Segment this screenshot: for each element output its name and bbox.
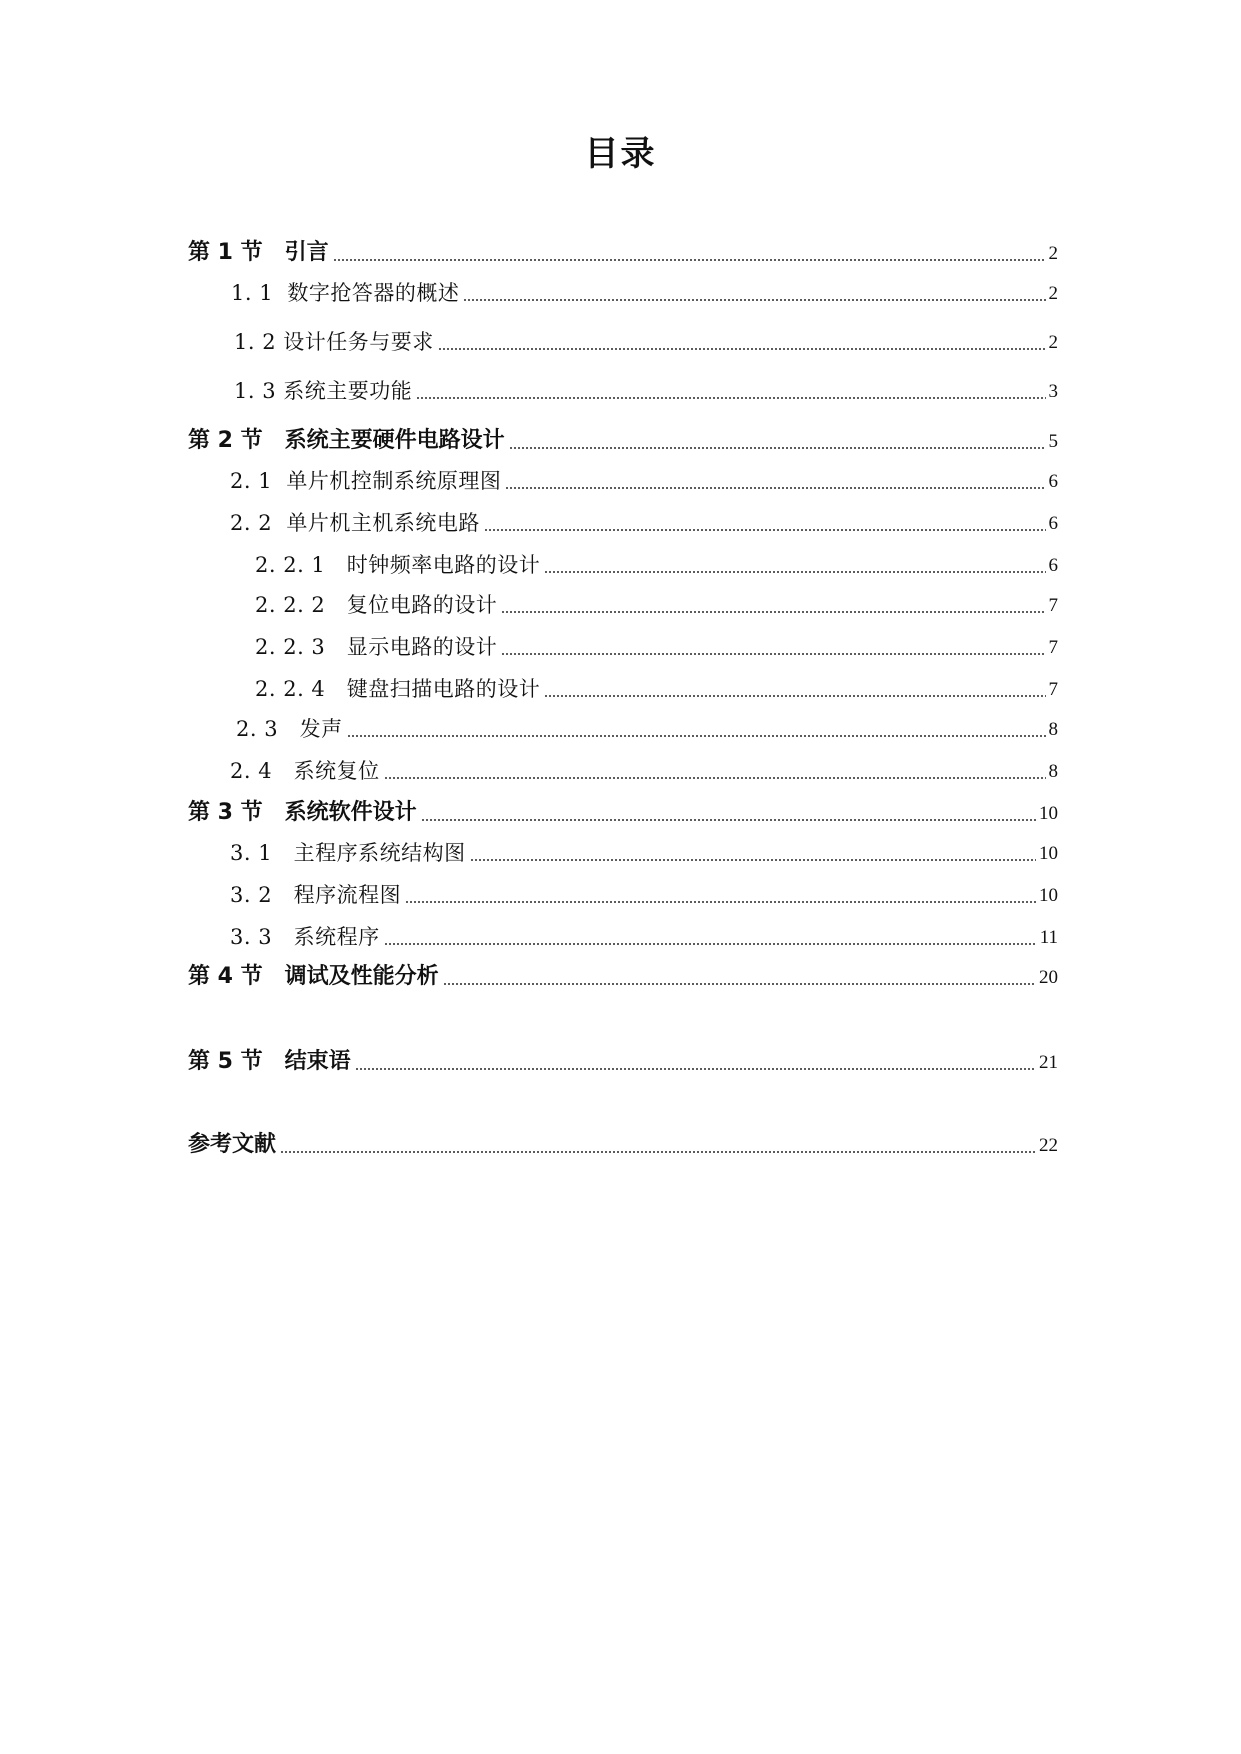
page-title: 目录 (584, 134, 657, 174)
dot-leader (509, 447, 1046, 449)
toc-entry-label: 1. 2 设计任务与要求 (234, 330, 434, 354)
toc-entry-2-2-3[interactable] (255, 630, 1058, 660)
toc-entry-3-1[interactable] (230, 836, 1058, 866)
toc-entry-label: 1. 3 系统主要功能 (234, 379, 413, 403)
toc-page-number: 5 (1048, 431, 1058, 452)
toc-page-number: 22 (1039, 1135, 1058, 1156)
toc-page-number: 20 (1039, 967, 1058, 988)
toc-entry-section-2[interactable] (188, 424, 1058, 454)
dot-leader (384, 777, 1046, 779)
toc-entry-2-4[interactable] (230, 754, 1058, 784)
dot-leader (405, 901, 1036, 903)
toc-entry-references[interactable] (188, 1128, 1058, 1158)
toc-entry-label: 第 5 节 结束语 (188, 1049, 351, 1074)
toc-entry-1-2[interactable] (234, 325, 1058, 355)
toc-entry-section-4[interactable] (188, 960, 1058, 990)
toc-entry-label: 2. 3 发声 (236, 717, 343, 741)
toc-page-number: 3 (1048, 381, 1058, 402)
toc-page-number: 6 (1048, 513, 1058, 534)
toc-entry-1-1[interactable] (231, 276, 1058, 306)
dot-leader (501, 653, 1045, 655)
toc-entry-label: 2. 2. 3 显示电路的设计 (255, 635, 498, 659)
dot-leader (443, 983, 1036, 985)
toc-page-number: 6 (1048, 555, 1058, 576)
toc-entry-2-2[interactable] (230, 506, 1058, 536)
dot-leader (463, 299, 1045, 301)
toc-entry-2-1[interactable] (230, 464, 1058, 494)
toc-page-number: 21 (1039, 1052, 1058, 1073)
toc-page-number: 10 (1039, 885, 1058, 906)
toc-entry-label: 参考文献 (188, 1132, 277, 1157)
toc-entry-label: 第 2 节 系统主要硬件电路设计 (188, 428, 505, 453)
toc-page-number: 7 (1048, 637, 1058, 658)
toc-entry-label: 2. 2 单片机主机系统电路 (230, 511, 480, 535)
toc-entry-label: 2. 1 单片机控制系统原理图 (230, 469, 502, 493)
dot-leader (280, 1151, 1036, 1153)
toc-entry-2-2-2[interactable] (255, 588, 1058, 618)
toc-entry-2-2-4[interactable] (255, 672, 1058, 702)
toc-entry-label: 3. 3 系统程序 (230, 925, 380, 949)
toc-entry-label: 2. 2. 4 键盘扫描电路的设计 (255, 677, 541, 701)
dot-leader (544, 571, 1045, 573)
toc-entry-label: 2. 2. 2 复位电路的设计 (255, 593, 498, 617)
toc-entry-section-1[interactable] (188, 236, 1058, 266)
dot-leader (384, 943, 1037, 945)
toc-entry-label: 第 4 节 调试及性能分析 (188, 964, 439, 989)
toc-entry-3-3[interactable] (230, 920, 1058, 950)
toc-page-number: 2 (1048, 243, 1058, 264)
toc-entry-label: 3. 2 程序流程图 (230, 883, 402, 907)
toc-entry-label: 第 1 节 引言 (188, 240, 329, 265)
dot-leader (416, 397, 1045, 399)
dot-leader (355, 1068, 1036, 1070)
dot-leader (333, 259, 1046, 261)
dot-leader (484, 529, 1046, 531)
table-of-contents (188, 0, 1058, 1754)
toc-page-number: 10 (1039, 843, 1058, 864)
toc-page-number: 6 (1048, 471, 1058, 492)
dot-leader (421, 819, 1036, 821)
toc-entry-2-2-1[interactable] (255, 548, 1058, 578)
toc-entry-label: 第 3 节 系统软件设计 (188, 800, 417, 825)
toc-entry-1-3[interactable] (234, 374, 1058, 404)
toc-page-number: 10 (1039, 803, 1058, 824)
toc-page-number: 2 (1048, 332, 1058, 353)
toc-entry-3-2[interactable] (230, 878, 1058, 908)
dot-leader (544, 695, 1045, 697)
toc-page-number: 11 (1039, 927, 1058, 948)
toc-entry-section-3[interactable] (188, 796, 1058, 826)
dot-leader (505, 487, 1045, 489)
toc-entry-2-3[interactable] (236, 712, 1058, 742)
dot-leader (501, 611, 1045, 613)
toc-entry-section-5[interactable] (188, 1045, 1058, 1075)
dot-leader (470, 859, 1036, 861)
toc-entry-label: 1. 1 数字抢答器的概述 (231, 281, 460, 305)
toc-page-number: 8 (1048, 761, 1058, 782)
toc-page-number: 7 (1048, 595, 1058, 616)
dot-leader (347, 735, 1046, 737)
toc-page-number: 7 (1048, 679, 1058, 700)
toc-entry-label: 2. 2. 1 时钟频率电路的设计 (255, 553, 541, 577)
dot-leader (438, 348, 1046, 350)
toc-entry-label: 2. 4 系统复位 (230, 759, 380, 783)
toc-page-number: 8 (1048, 719, 1058, 740)
toc-entry-label: 3. 1 主程序系统结构图 (230, 841, 466, 865)
toc-page-number: 2 (1048, 283, 1058, 304)
